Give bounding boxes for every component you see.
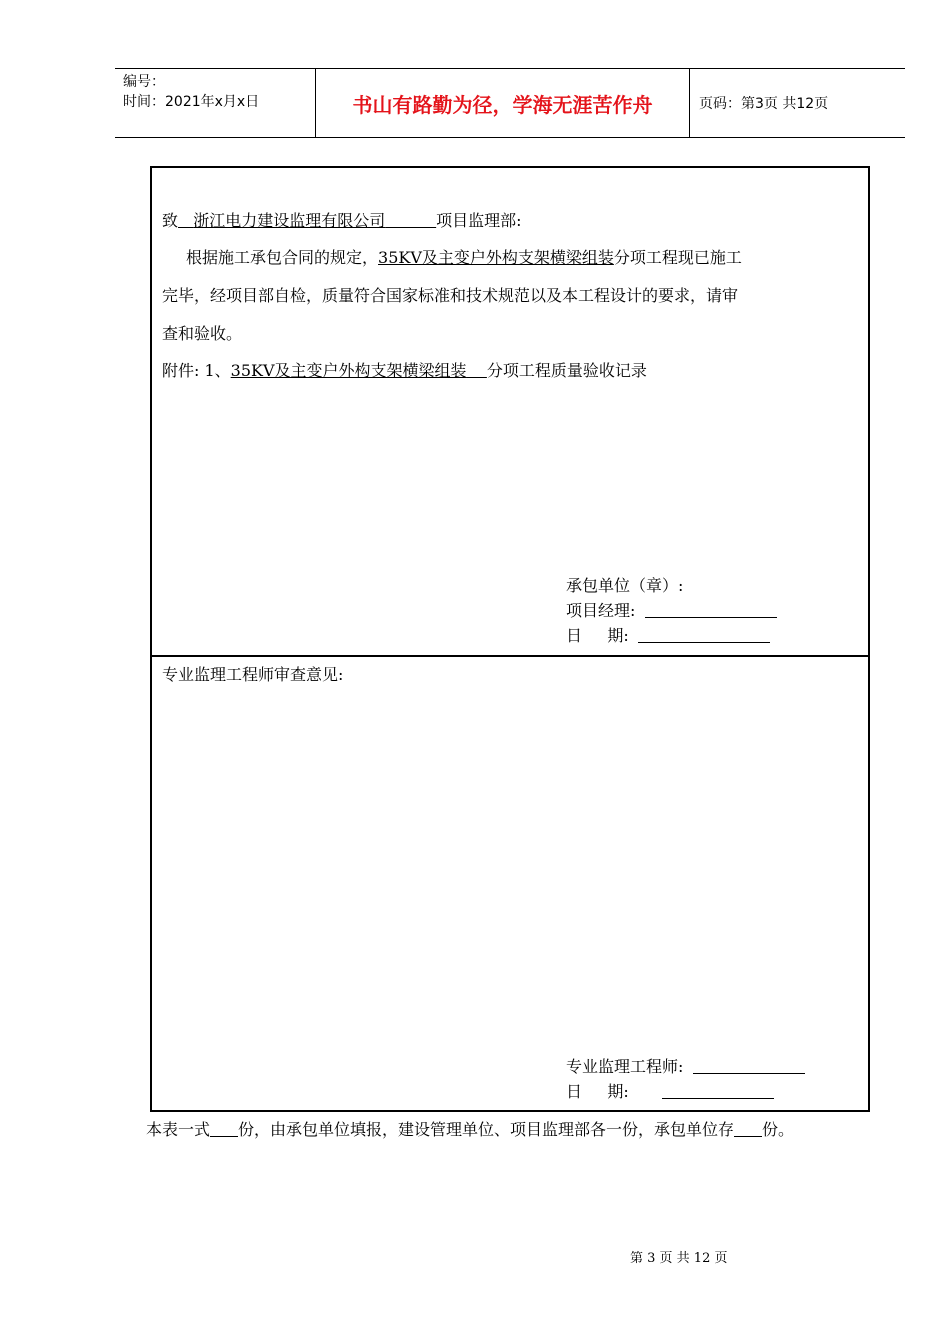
project-name: 35KV及主变户外构支架横梁组装	[378, 248, 614, 267]
header-divider	[689, 69, 690, 137]
header-motto: 书山有路勤为径，学海无涯苦作舟	[352, 93, 653, 117]
manager-label: 项目经理:	[566, 601, 636, 620]
section-divider	[152, 655, 868, 657]
copies-blank-1[interactable]	[210, 1136, 238, 1137]
footer-note: 本表一式 份，由承包单位填报，建设管理单位、项目监理部各一份，承包单位存 份。	[146, 1120, 795, 1139]
engineer-row	[566, 1054, 805, 1077]
header-meta	[123, 72, 259, 112]
to-suffix: 项目监理部:	[436, 211, 522, 230]
date-label-1: 日 期:	[566, 626, 629, 645]
date-line-2[interactable]	[662, 1098, 774, 1099]
recipient-name: 浙江电力建设监理有限公司	[193, 211, 386, 230]
number-label: 编号：	[123, 74, 165, 90]
header-page-label: 页码：第3页 共12页	[699, 96, 829, 112]
recipient-line	[162, 208, 522, 231]
engineer-signature-line[interactable]	[693, 1073, 805, 1074]
date-row-2	[566, 1079, 774, 1102]
page-number: 第 3 页 共 12 页	[630, 1251, 728, 1266]
copies-blank-2[interactable]	[734, 1136, 762, 1137]
body-line-1: 根据施工承包合同的规定，35KV及主变户外构支架横梁组装分项工程现已施工	[186, 248, 742, 267]
engineer-label: 专业监理工程师:	[566, 1057, 684, 1076]
review-title: 专业监理工程师审查意见:	[162, 665, 344, 684]
body-line-2: 完毕，经项目部自检，质量符合国家标准和技术规范以及本工程设计的要求，请审	[162, 286, 739, 305]
date-line-1[interactable]	[638, 642, 770, 643]
date-row-1	[566, 623, 770, 646]
contractor-label: 承包单位（章）:	[566, 576, 684, 595]
body-line-3: 查和验收。	[162, 324, 243, 343]
page-header	[115, 68, 905, 138]
to-prefix: 致	[162, 211, 179, 230]
form-table	[150, 166, 870, 1112]
manager-signature-line[interactable]	[645, 617, 777, 618]
manager-row	[566, 598, 777, 621]
attachment-line: 附件: 1、35KV及主变户外构支架横梁组装 分项工程质量验收记录	[162, 361, 647, 380]
attachment-project: 35KV及主变户外构支架横梁组装	[230, 361, 467, 380]
time-label: 时间：2021年x月x日	[123, 94, 260, 110]
date-label-2: 日 期:	[566, 1082, 629, 1101]
